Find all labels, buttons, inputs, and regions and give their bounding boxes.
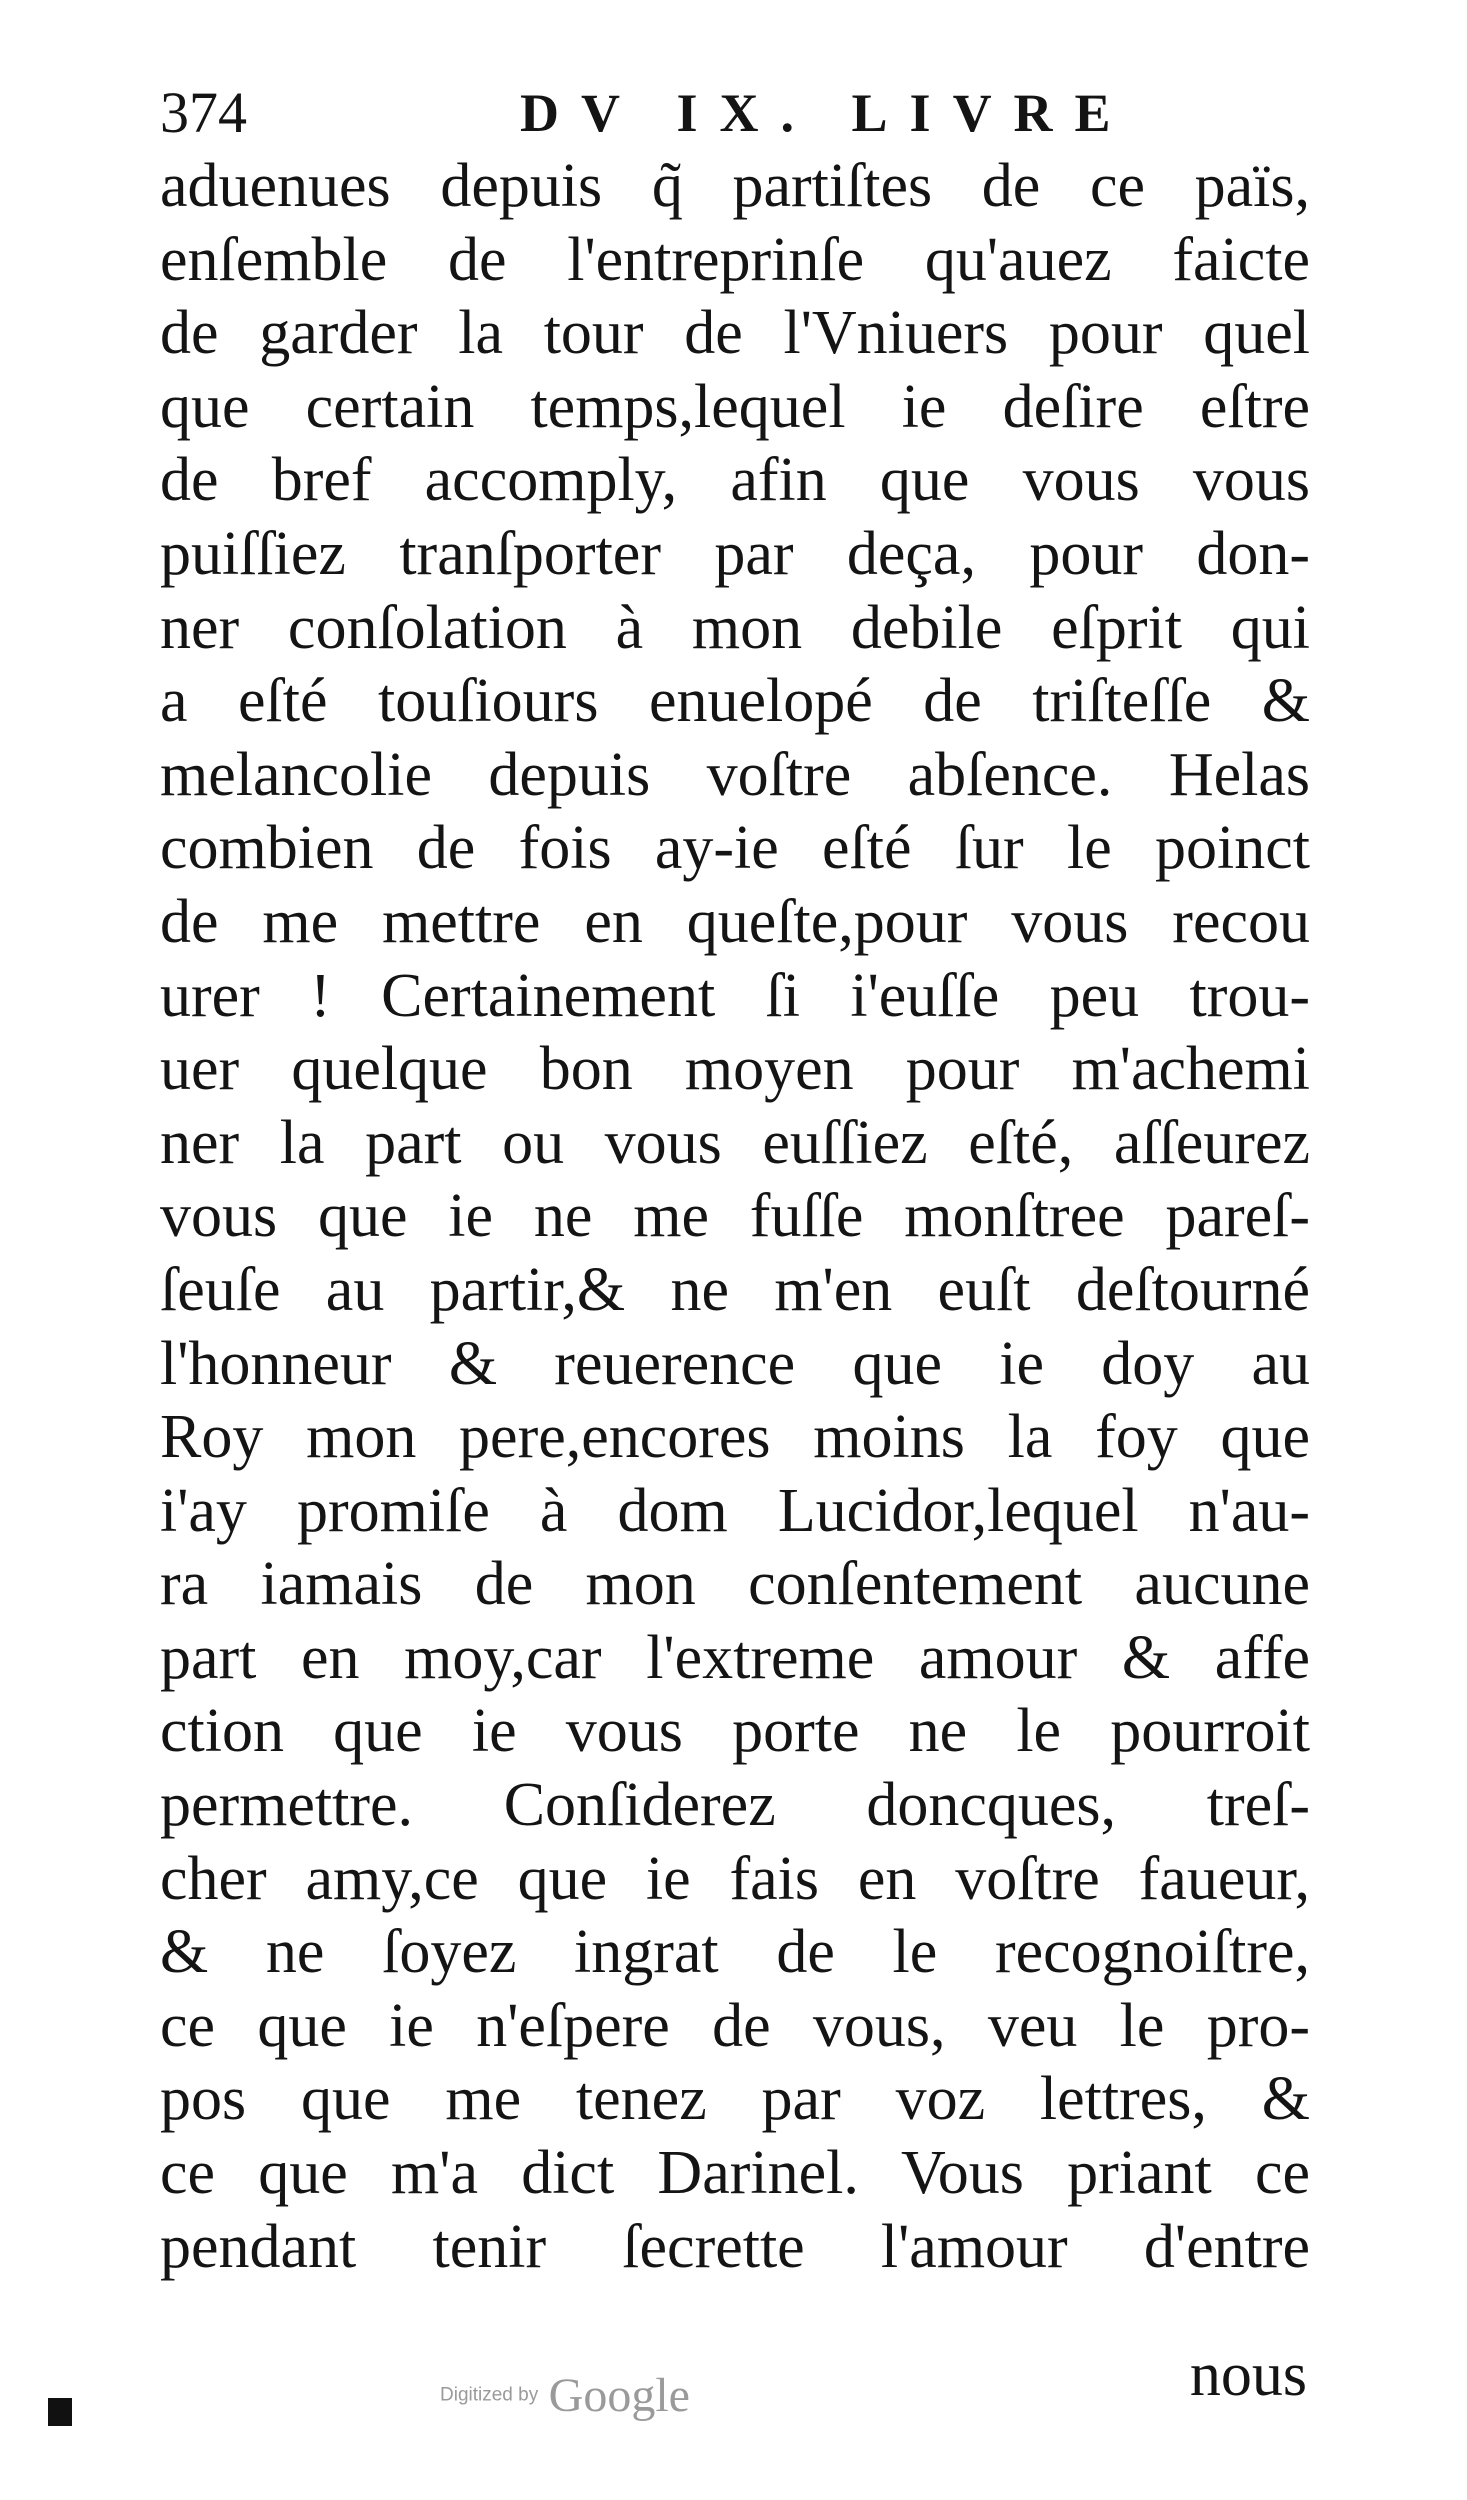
text-line: ction que ie vous porte ne le pourroit [160, 1697, 1310, 1766]
text-line: que certain temps,lequel ie deſire eſtre [160, 372, 1310, 441]
text-line: de garder la tour de l'Vniuers pour quel [160, 299, 1310, 368]
text-line: i'ay promiſe à dom Lucidor,lequel n'au- [160, 1476, 1310, 1545]
text-line: urer ! Certainement ſi i'euſſe peu trou- [160, 961, 1310, 1030]
text-line: & ne ſoyez ingrat de le recognoiſtre, [160, 1918, 1310, 1987]
body-text [160, 150, 1310, 2284]
scan-edge-mark [48, 2398, 72, 2426]
page-header [160, 78, 1330, 148]
text-line: cher amy,ce que ie fais en voſtre faueur, [160, 1844, 1310, 1913]
text-line: permettre. Conſiderez doncques, treſ- [160, 1771, 1310, 1840]
catchword: nous [1189, 2341, 1307, 2409]
watermark-brand-logo: Google [548, 2369, 690, 2422]
text-line: ce que m'a dict Darinel. Vous priant ce [160, 2139, 1310, 2208]
page-number: 374 [160, 80, 247, 145]
text-line: part en moy,car l'extreme amour & affe [160, 1623, 1310, 1692]
running-head: DV IX. LIVRE [520, 83, 1133, 143]
text-line: Roy mon pere,encores moins la foy que [160, 1403, 1310, 1472]
text-line: l'honneur & reuerence que ie doy au [160, 1329, 1310, 1398]
text-line: ner conſolation à mon debile eſprit qui [160, 593, 1310, 662]
text-line: ce que ie n'eſpere de vous, veu le pro- [160, 1991, 1310, 2060]
text-line: de me mettre en queſte,pour vous recou [160, 887, 1310, 956]
text-line: melancolie depuis voſtre abſence. Helas [160, 740, 1310, 809]
text-line: a eſté touſiours enuelopé de triſteſſe & [160, 667, 1310, 736]
text-line: combien de fois ay-ie eſté ſur le poinct [160, 814, 1310, 883]
text-line: ſeuſe au partir,& ne m'en euſt deſtourné [160, 1255, 1310, 1324]
digitized-watermark [440, 2368, 690, 2422]
text-line: ra iamais de mon conſentement aucune [160, 1550, 1310, 1619]
watermark-prefix: Digitized by [440, 2384, 539, 2406]
text-line: pos que me tenez par voz lettres, & [160, 2065, 1310, 2134]
text-line: de bref accomply, afin que vous vous [160, 446, 1310, 515]
text-line: enſemble de l'entreprinſe qu'auez faicte [160, 225, 1310, 294]
text-line: uer quelque bon moyen pour m'achemi [160, 1035, 1310, 1104]
text-line: ner la part ou vous euſſiez eſté, aſſeurez [160, 1108, 1310, 1177]
text-line: aduenues depuis q̃ partiſtes de ce païs, [160, 152, 1310, 220]
text-line: puiſſiez tranſporter par deça, pour don- [160, 519, 1310, 588]
text-line: vous que ie ne me fuſſe monſtree pareſ- [160, 1182, 1310, 1251]
text-line: pendant tenir ſecrette l'amour d'entre [160, 2212, 1310, 2281]
